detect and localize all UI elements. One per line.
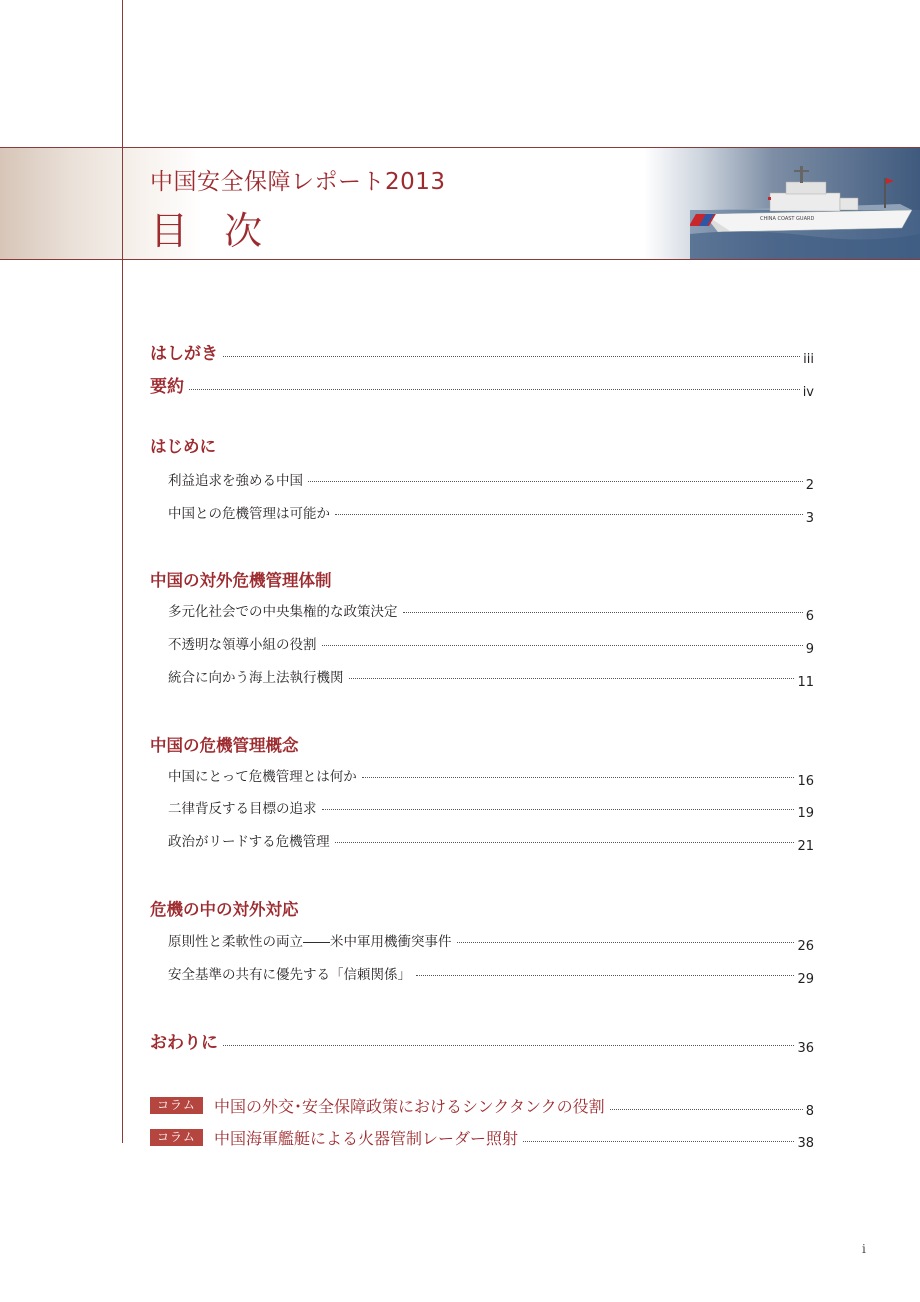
toc-entry-summary[interactable] xyxy=(150,372,814,400)
dot-leader xyxy=(457,941,795,943)
toc-entry-label: 政治がリードする危機管理 xyxy=(168,834,330,850)
toc-entry-conclusion[interactable] xyxy=(150,1028,814,1056)
header-banner xyxy=(0,147,920,260)
toc-entry-label: 多元化社会での中央集権的な政策決定 xyxy=(168,604,398,620)
toc-entry-preface[interactable] xyxy=(150,339,814,367)
toc-entry-label: 利益追求を強める中国 xyxy=(168,473,303,489)
margin-rule-banner xyxy=(122,148,123,260)
toc-entry-page: 21 xyxy=(797,839,814,854)
toc-entry[interactable] xyxy=(168,830,814,854)
dot-leader xyxy=(335,841,795,843)
toc-entry-page: 29 xyxy=(797,972,814,987)
dot-leader xyxy=(335,513,803,515)
toc-entry-page: iv xyxy=(802,385,814,400)
toc-entry-page: iii xyxy=(803,352,814,367)
dot-leader xyxy=(416,974,794,976)
toc-entry-label: 中国との危機管理は可能か xyxy=(168,506,330,522)
toc-entry-page: 11 xyxy=(797,675,814,690)
dot-leader xyxy=(322,644,803,646)
column-badge: コラム xyxy=(150,1097,203,1114)
dot-leader xyxy=(523,1140,794,1142)
toc-entry[interactable] xyxy=(168,797,814,821)
dot-leader xyxy=(308,480,803,482)
toc-column-entry[interactable] xyxy=(150,1126,814,1149)
coast-guard-ship-photo xyxy=(690,148,920,260)
toc-entry[interactable] xyxy=(168,963,814,987)
toc-entry-page: 36 xyxy=(797,1041,814,1056)
dot-leader xyxy=(362,776,795,778)
dot-leader xyxy=(403,611,803,613)
margin-rule-top xyxy=(122,0,123,147)
section-heading-chapter1[interactable]: 中国の対外危機管理体制 xyxy=(150,571,332,590)
toc-entry[interactable] xyxy=(168,469,814,493)
toc-entry-page: 6 xyxy=(805,609,814,624)
page-title: 目 次 xyxy=(150,209,275,253)
dot-leader xyxy=(349,677,795,679)
toc-column-entry[interactable] xyxy=(150,1094,814,1117)
toc-entry[interactable] xyxy=(168,765,814,789)
dot-leader xyxy=(223,1044,794,1046)
dot-leader xyxy=(189,388,800,390)
dot-leader xyxy=(610,1108,803,1110)
toc-entry-label: 安全基準の共有に優先する「信頼関係」 xyxy=(168,967,411,983)
toc-entry[interactable] xyxy=(168,633,814,657)
toc-entry-page: 3 xyxy=(805,511,814,526)
column-badge: コラム xyxy=(150,1129,203,1146)
toc-entry-label: はしがき xyxy=(150,344,218,364)
toc-entry[interactable] xyxy=(168,600,814,624)
toc-entry[interactable] xyxy=(168,666,814,690)
section-heading-chapter3[interactable]: 危機の中の対外対応 xyxy=(150,900,299,919)
toc-entry-label: おわりに xyxy=(150,1033,218,1053)
toc-entry-label: 中国の外交･安全保障政策におけるシンクタンクの役割 xyxy=(214,1097,605,1116)
toc-entry-page: 38 xyxy=(797,1136,814,1151)
dot-leader xyxy=(322,808,795,810)
toc-entry-page: 2 xyxy=(805,478,814,493)
section-heading-chapter2[interactable]: 中国の危機管理概念 xyxy=(150,736,299,755)
toc-entry-page: 19 xyxy=(797,806,814,821)
page-number: i xyxy=(862,1242,866,1256)
ship-hull-marking: CHINA COAST GUARD xyxy=(760,216,815,222)
toc-entry[interactable] xyxy=(168,930,814,954)
toc-entry-label: 中国海軍艦艇による火器管制レーダー照射 xyxy=(214,1129,519,1148)
toc-entry-label: 原則性と柔軟性の両立――米中軍用機衝突事件 xyxy=(168,934,452,950)
dot-leader xyxy=(223,355,800,357)
toc-entry[interactable] xyxy=(168,502,814,526)
section-heading-intro[interactable]: はじめに xyxy=(150,437,216,456)
report-title: 中国安全保障レポート2013 xyxy=(150,169,446,195)
toc-entry-label: 二律背反する目標の追求 xyxy=(168,801,317,817)
toc-entry-label: 統合に向かう海上法執行機関 xyxy=(168,670,344,686)
toc-entry-page: 8 xyxy=(805,1104,814,1119)
margin-rule-main xyxy=(122,260,123,1143)
toc-entry-label: 不透明な領導小組の役割 xyxy=(168,637,317,653)
toc-entry-page: 16 xyxy=(797,774,814,789)
toc-entry-page: 26 xyxy=(797,939,814,954)
toc-entry-page: 9 xyxy=(805,642,814,657)
toc-entry-label: 要約 xyxy=(150,377,184,397)
toc-entry-label: 中国にとって危機管理とは何か xyxy=(168,769,357,785)
